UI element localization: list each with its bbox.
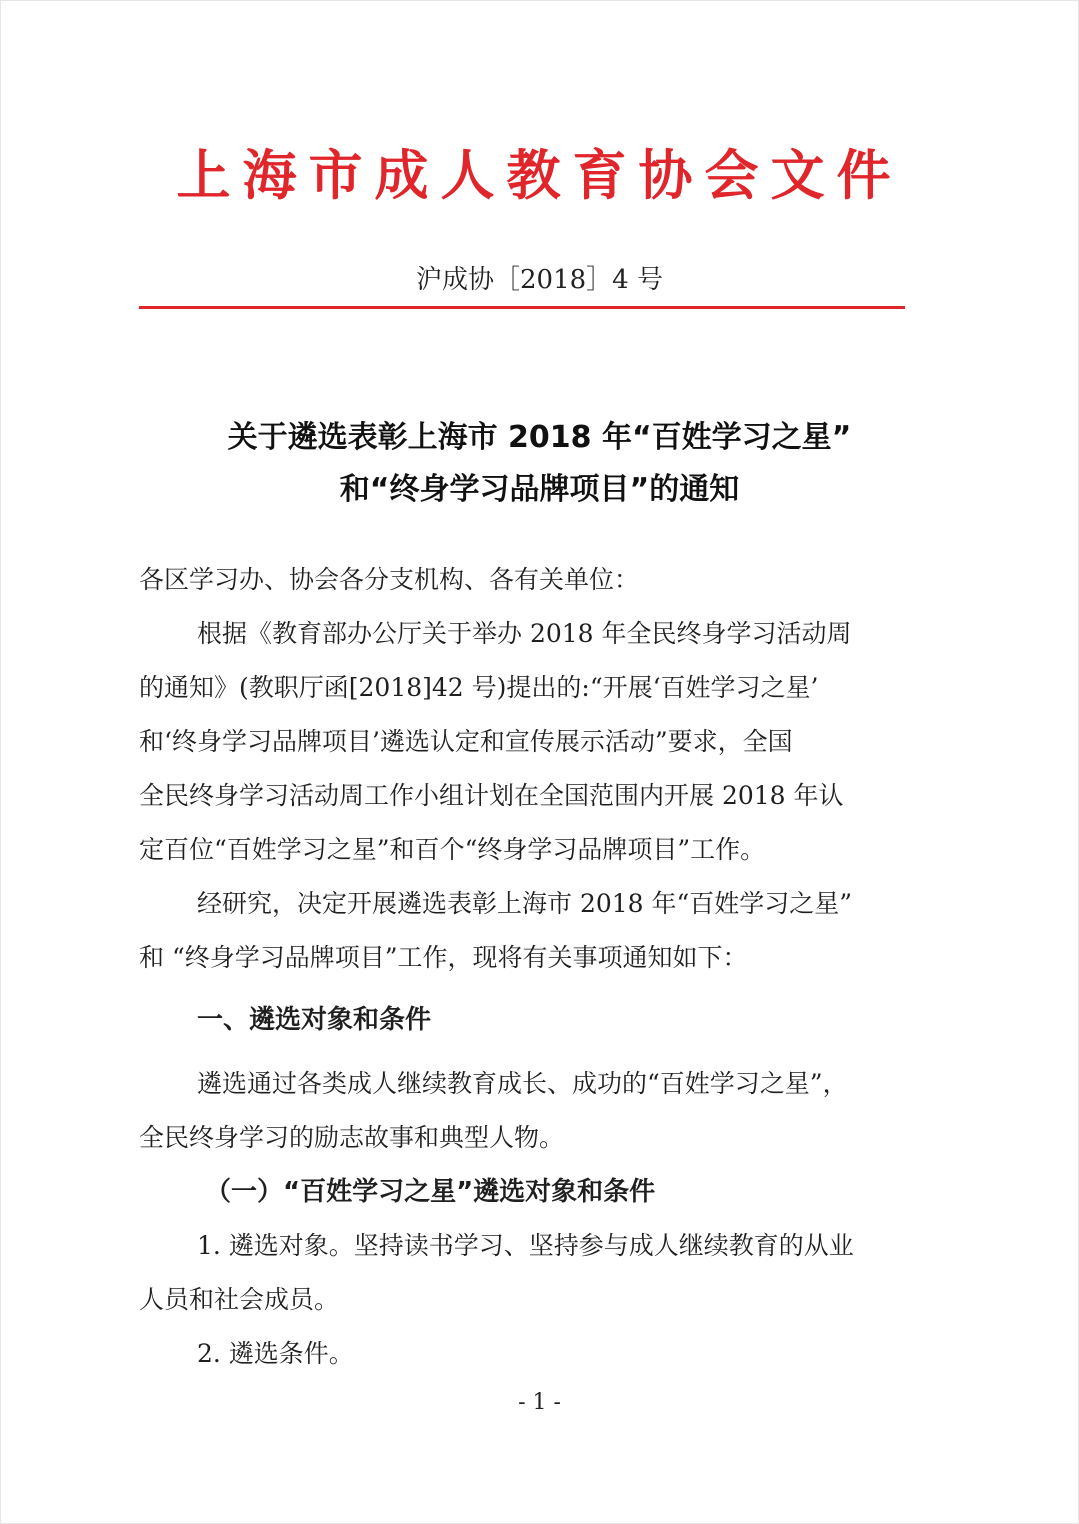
paragraph-line: 和‘终身学习品牌项目’遴选认定和宣传展示活动”要求，全国 [139, 727, 793, 756]
salutation: 各区学习办、协会各分支机构、各有关单位： [139, 565, 640, 594]
document-number: 沪成协［2018］4 号 [416, 265, 663, 295]
paragraph-line: 定百位“百姓学习之星”和百个“终身学习品牌项目”工作。 [139, 835, 766, 864]
list-item-line: 1. 遴选对象。坚持读书学习、坚持参与成人继续教育的从业 [197, 1231, 854, 1260]
paragraph-line: 全民终身学习活动周工作小组计划在全国范围内开展 2018 年认 [139, 781, 844, 810]
document-header-title: 上海市成人教育协会文件 [176, 144, 903, 207]
paragraph-line: 全民终身学习的励志故事和典型人物。 [139, 1123, 565, 1152]
paragraph-line: 和 “终身学习品牌项目”工作，现将有关事项通知如下： [139, 943, 748, 972]
list-item-line: 人员和社会成员。 [139, 1285, 340, 1314]
notice-title-line1: 关于遴选表彰上海市 2018 年“百姓学习之星” [227, 420, 852, 455]
notice-title-line2: 和“终身学习品牌项目”的通知 [339, 472, 740, 507]
paragraph-line: 遴选通过各类成人继续教育成长、成功的“百姓学习之星”， [197, 1069, 848, 1098]
list-item-line: 2. 遴选条件。 [197, 1339, 354, 1368]
subsection-heading: （一）“百姓学习之星”遴选对象和条件 [205, 1177, 656, 1207]
page-number: - 1 - [518, 1390, 561, 1415]
section-heading: 一、遴选对象和条件 [197, 1005, 432, 1035]
document-body [139, 553, 939, 1381]
paragraph-line: 根据《教育部办公厅关于举办 2018 年全民终身学习活动周 [197, 619, 852, 648]
header-divider [139, 306, 905, 309]
paragraph-line: 的通知》(教职厅函[2018]42 号)提出的:“开展‘百姓学习之星’ [139, 673, 819, 702]
paragraph-line: 经研究，决定开展遴选表彰上海市 2018 年“百姓学习之星” [197, 889, 853, 918]
